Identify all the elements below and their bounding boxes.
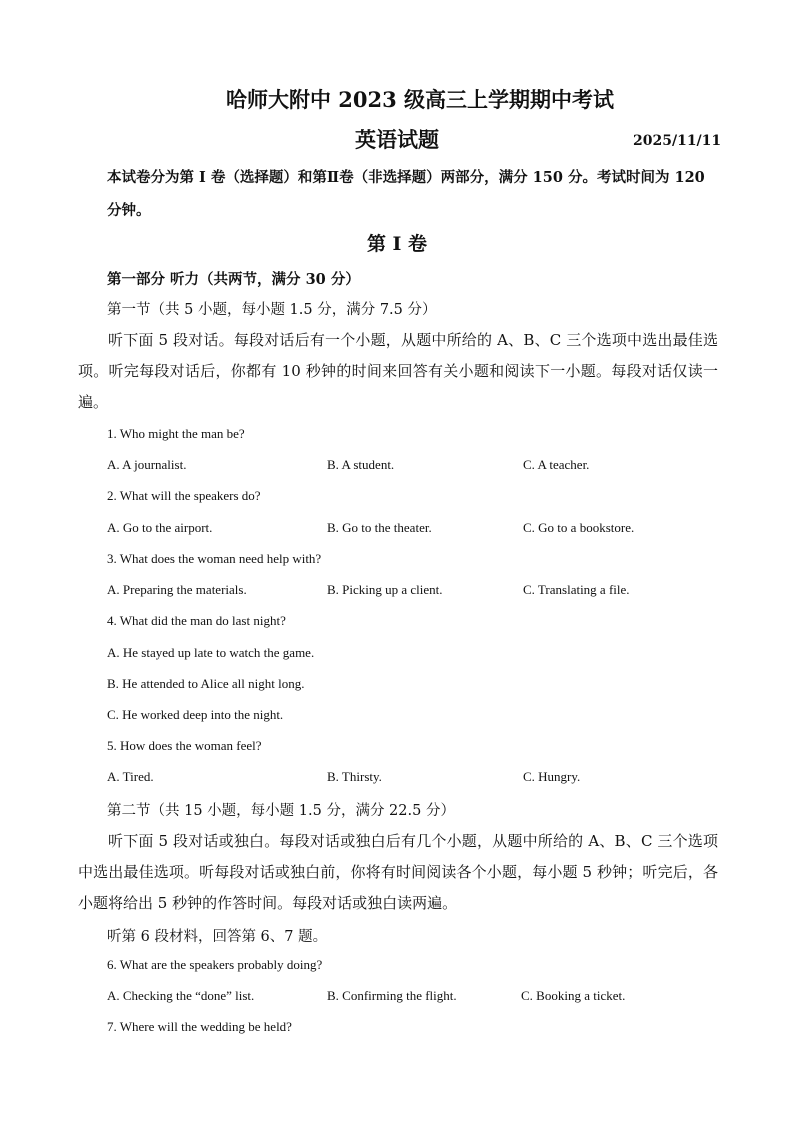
q4-option-a: A. He stayed up late to watch the game. — [107, 645, 315, 660]
section2-instructions: 听下面 5 段对话或独白。每段对话或独白后有几个小题，从题中所给的 A、B、C 三个选项中选出最佳选项。听每段对话或独白前，你将有时间阅读各个小题，每小题 5 秒钟；听完后，各小题将给出 5 秒钟的作答时间。每段对话或独白读两遍。 — [78, 832, 718, 912]
q2-option-b: B. Go to the theater. — [327, 520, 432, 535]
subject-title: 英语试题 — [355, 127, 439, 152]
q3-option-c: C. Translating a file. — [523, 582, 630, 597]
q4-option-b: B. He attended to Alice all night long. — [107, 676, 305, 691]
question-4: 4. What did the man do last night? — [107, 613, 286, 628]
question-7: 7. Where will the wedding be held? — [107, 1019, 292, 1034]
q1-option-b: B. A student. — [327, 457, 395, 472]
q5-option-c: C. Hungry. — [523, 769, 581, 784]
q2-option-a: A. Go to the airport. — [107, 520, 213, 535]
exam-title: 哈师大附中 2023 级高三上学期期中考试 — [225, 87, 615, 112]
section1-instructions: 听下面 5 段对话。每段对话后有一个小题，从题中所给的 A、B、C 三个选项中选出最佳选项。听完每段对话后，你都有 10 秒钟的时间来回答有关小题和阅读下一小题。每段对话仅读一遍。 — [78, 331, 718, 411]
q1-option-c: C. A teacher. — [523, 457, 590, 472]
q1-option-a: A. A journalist. — [107, 457, 187, 472]
q5-option-a: A. Tired. — [107, 769, 154, 784]
question-5: 5. How does the woman feel? — [107, 738, 262, 753]
question-3: 3. What does the woman need help with? — [107, 551, 322, 566]
question-2: 2. What will the speakers do? — [107, 488, 261, 503]
material-6-heading: 听第 6 段材料，回答第 6、7 题。 — [107, 929, 328, 945]
q6-option-c: C. Booking a ticket. — [521, 988, 626, 1003]
q6-option-b: B. Confirming the flight. — [327, 988, 457, 1003]
section2-title: 第二节（共 15 小题，每小题 1.5 分，满分 22.5 分） — [107, 803, 455, 819]
q4-option-c: C. He worked deep into the night. — [107, 707, 284, 722]
question-1: 1. Who might the man be? — [107, 426, 245, 441]
q6-option-a: A. Checking the “done” list. — [107, 988, 255, 1003]
exam-date: 2025/11/11 — [633, 133, 722, 149]
question-6: 6. What are the speakers probably doing? — [107, 957, 323, 972]
part1-title: 第一部分 听力（共两节，满分 30 分） — [107, 271, 360, 288]
q5-option-b: B. Thirsty. — [327, 769, 382, 784]
exam-intro: 本试卷分为第 I 卷（选择题）和第Ⅱ卷（非选择题）两部分，满分 150 分。考试时间为 120 分钟。 — [107, 169, 705, 219]
q2-option-c: C. Go to a bookstore. — [523, 520, 635, 535]
q3-option-b: B. Picking up a client. — [327, 582, 443, 597]
q3-option-a: A. Preparing the materials. — [107, 582, 247, 597]
volume-title: 第 I 卷 — [366, 233, 428, 255]
section1-title: 第一节（共 5 小题，每小题 1.5 分，满分 7.5 分） — [107, 302, 437, 318]
